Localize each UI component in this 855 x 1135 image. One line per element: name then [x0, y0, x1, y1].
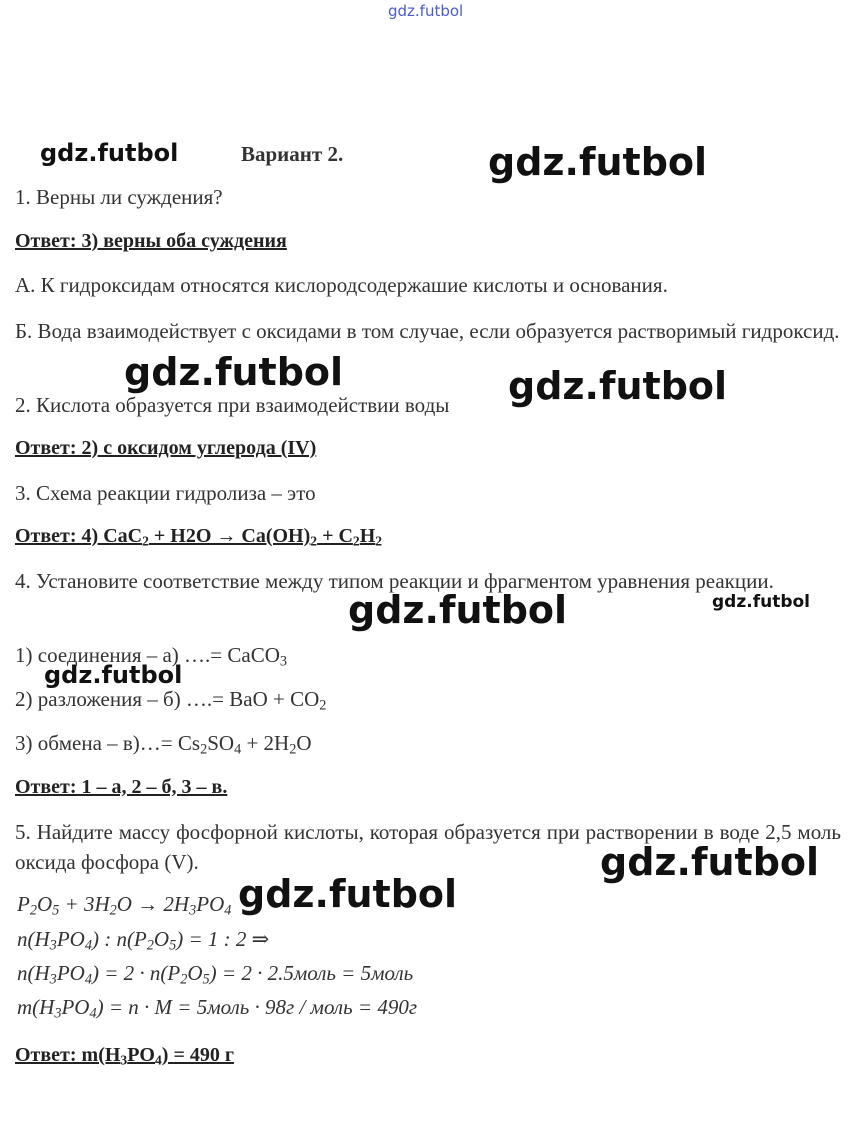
- watermark: gdz.futbol: [508, 364, 728, 408]
- question-2: 2. Кислота образуется при взаимодействии воды: [15, 393, 450, 417]
- statement-b: Б. Вода взаимодействует с оксидами в том случае, если образуется растворимый гидроксид.: [15, 319, 840, 343]
- match-item-3: 3) обмена – в)…= $Cs_2SO_4 + 2H_2O$: [15, 731, 312, 758]
- question-1: 1. Верны ли суждения?: [15, 185, 223, 209]
- question-4: 4. Установите соответствие между типом реакции и фрагментом уравнения реакции.: [15, 569, 774, 593]
- statement-a: А. К гидроксидам относятся кислородсодержашие кислоты и основания.: [15, 273, 668, 297]
- watermark: gdz.futbol: [124, 350, 344, 394]
- answer-5: Ответ: $m(H_3PO_4) = 490$ г: [15, 1044, 234, 1068]
- equation-4: $m(H_3PO_4) = n \cdot M$ = 5моль · 98г / моль = 490г: [17, 995, 418, 1022]
- equation-1: $P_2O_5 + 3H_2O \to 2H_3PO_4$: [17, 892, 232, 919]
- answer-4: Ответ: 1 – а, 2 – б, 3 – в.: [15, 776, 228, 798]
- question-3: 3. Схема реакции гидролиза – это: [15, 481, 316, 505]
- watermark: gdz.futbol: [348, 588, 568, 632]
- match-item-1: 1) соединения – а) ….= CaCO$_3$: [15, 643, 288, 670]
- watermark: gdz.futbol: [712, 592, 810, 612]
- watermark: gdz.futbol: [44, 661, 183, 689]
- page-title: Вариант 2.: [241, 142, 344, 166]
- watermark: gdz.futbol: [238, 872, 458, 916]
- question-5: 5. Найдите массу фосфорной кислоты, которая образуется при растворении в воде 2,5 моль оксида фосфора (V).: [15, 820, 841, 874]
- watermark-top: gdz.futbol: [388, 2, 464, 20]
- watermark: gdz.futbol: [600, 840, 820, 884]
- equation-3: $n(H_3PO_4) = 2 \cdot n(P_2O_5) = 2$ · 2.5моль = 5моль: [17, 961, 414, 988]
- answer-1: Ответ: 3) верны оба суждения: [15, 230, 287, 252]
- watermark: gdz.futbol: [488, 140, 708, 184]
- answer-2: Ответ: 2) с оксидом углерода (IV): [15, 437, 317, 459]
- watermark: gdz.futbol: [40, 139, 179, 167]
- equation-2: $n(H_3PO_4)$ : $n(P_2O_5) = 1$ : 2 ⇒: [17, 927, 270, 954]
- answer-3: Ответ: 4) $CaC_2 + H2O \to Ca(OH)_2 + C_2H_2$: [15, 525, 383, 549]
- match-item-2: 2) разложения – б) ….= BaO + $CO_2$: [15, 687, 327, 714]
